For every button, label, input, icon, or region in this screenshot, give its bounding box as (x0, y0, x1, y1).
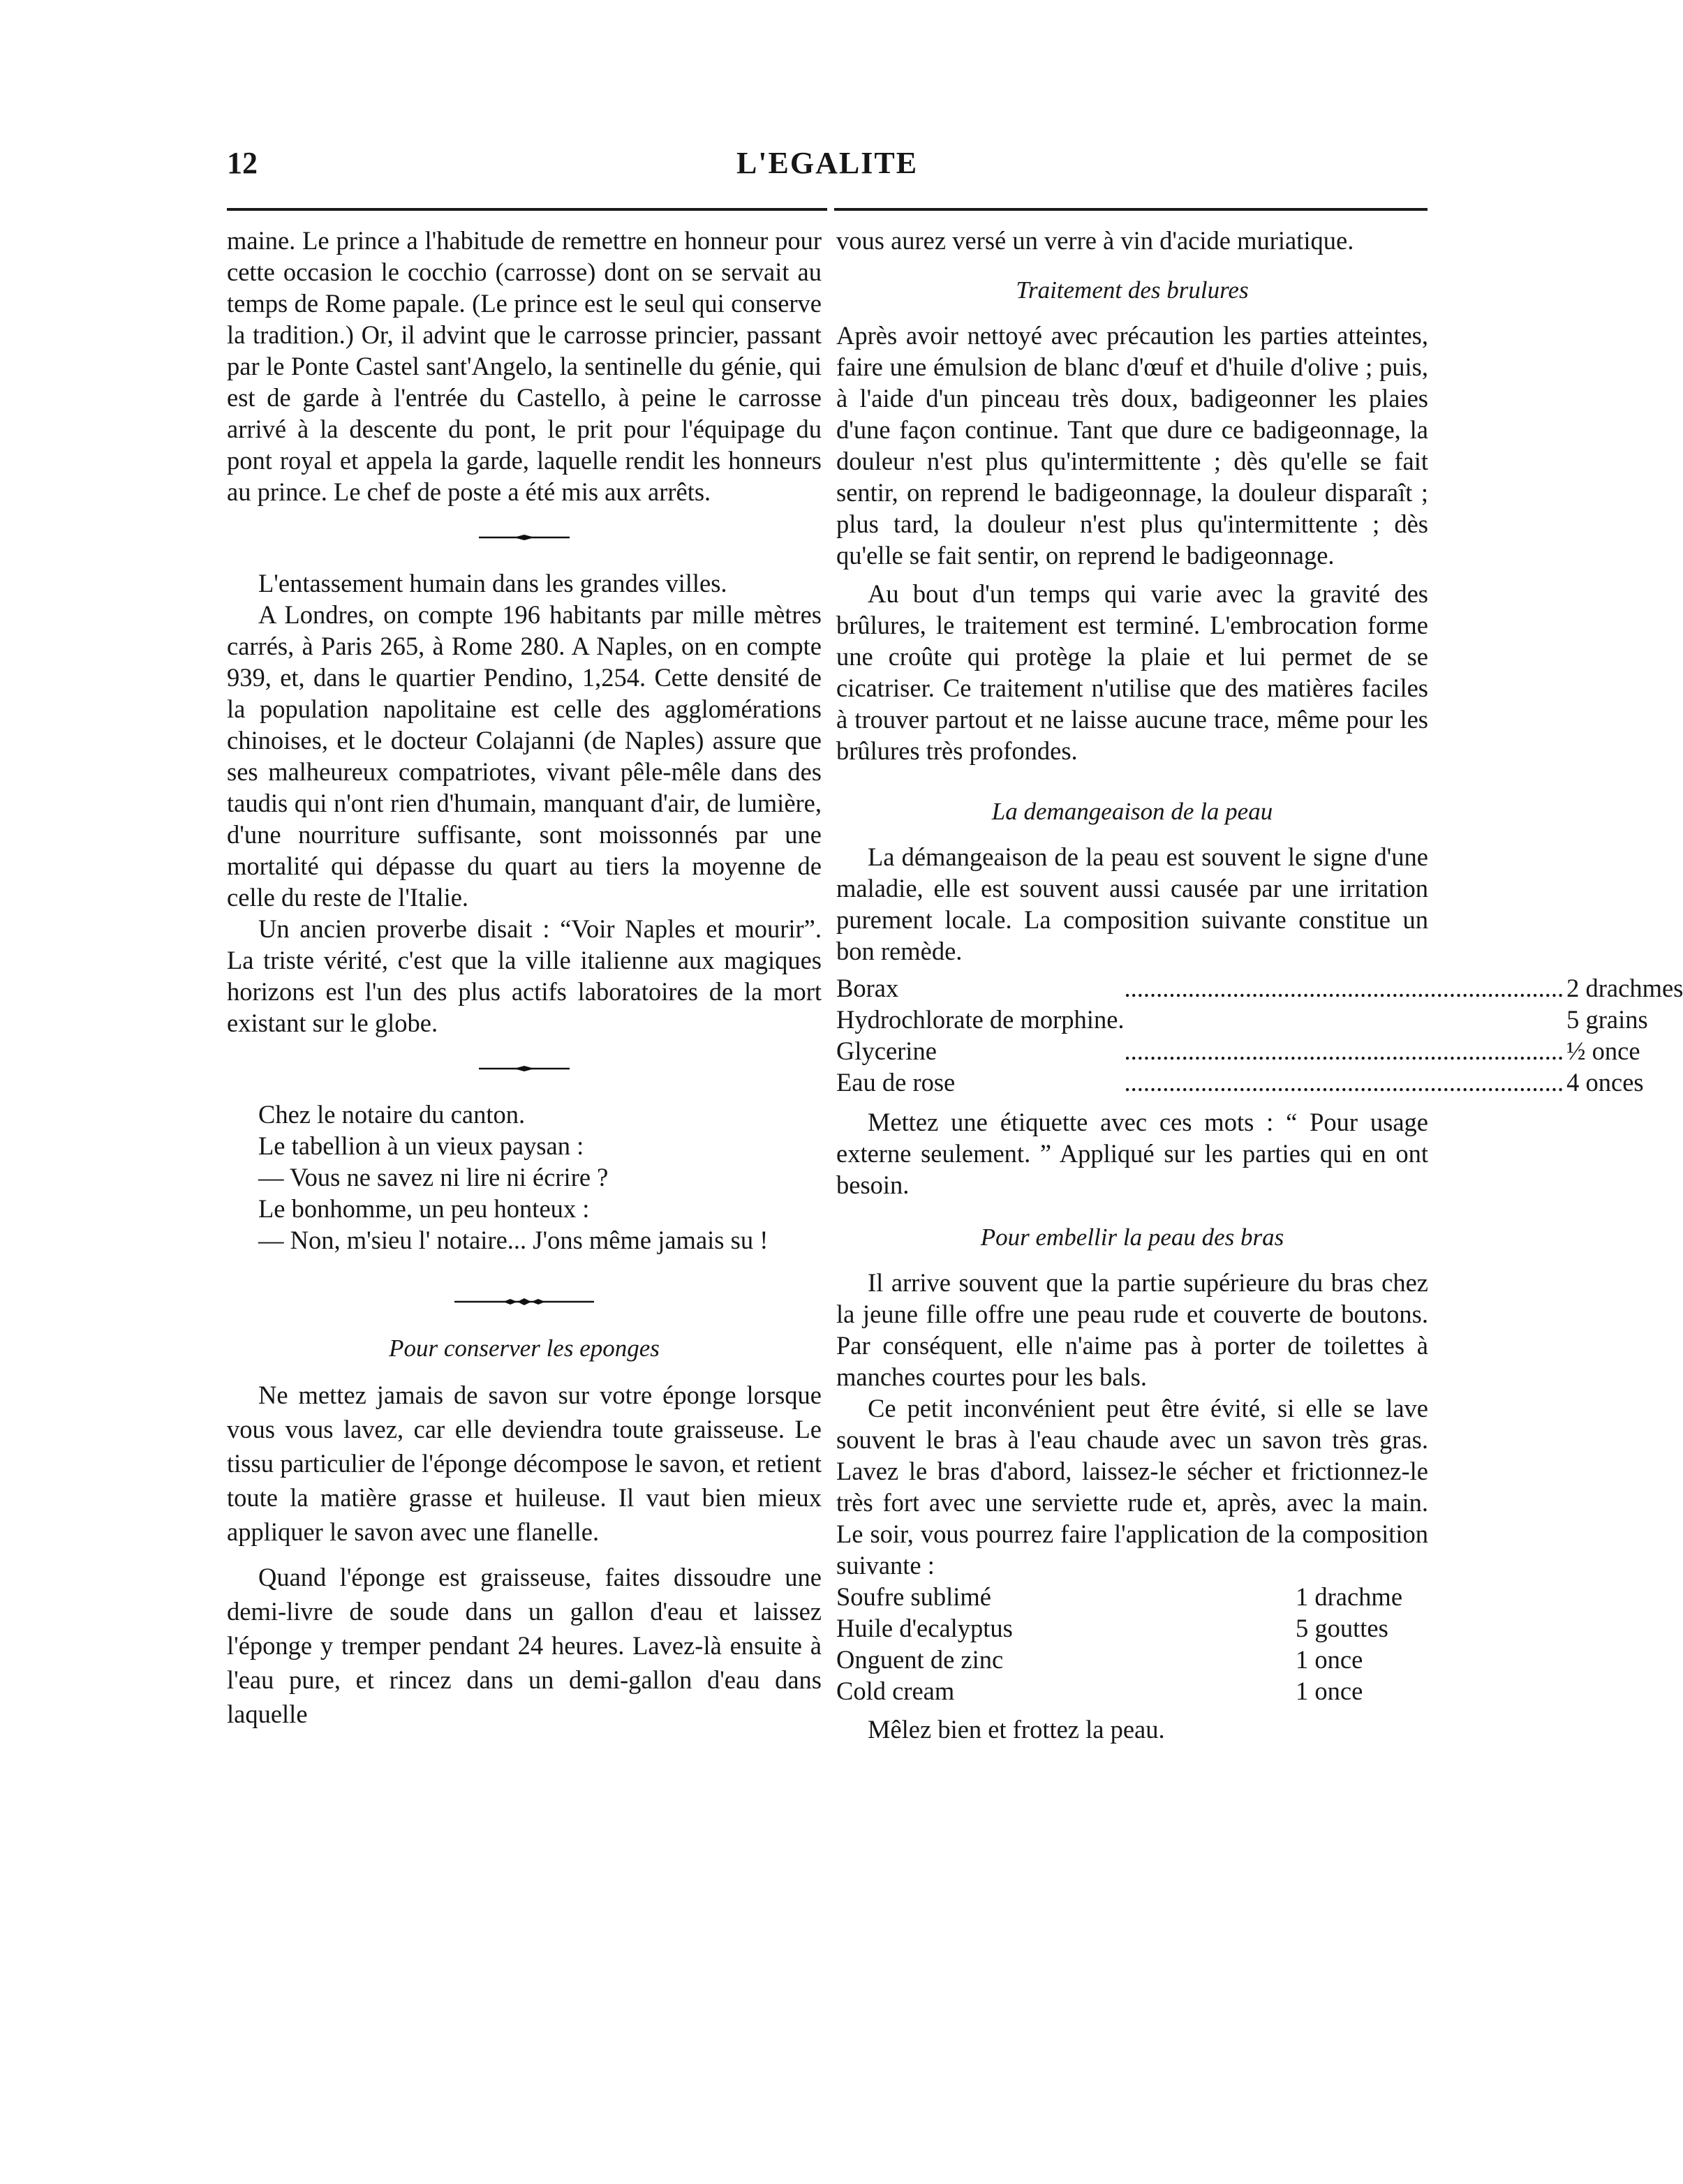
divider-ornament-icon (454, 1298, 594, 1306)
recipe-quantity: 1 drachme (1296, 1582, 1403, 1611)
divider-ornament-icon (479, 1065, 570, 1072)
article-paragraph: Quand l'éponge est graisseuse, faites dissoudre une demi-livre de soude dans un gallon d'eau et laissez l'éponge y tremper pendant 24 heures. Lavez-là ensuite à l'eau pure, et rincez dans un demi-gallon d'eau dans laquelle (227, 1563, 822, 1728)
dot-leader (1125, 972, 1564, 1004)
article-paragraph: Il arrive souvent que la partie supérieure du bras chez la jeune fille offre une peau rude et couverte de boutons. Par conséquent, elle n'aime pas à porter de toilettes à manches courtes pour les bals. (836, 1268, 1428, 1391)
article-continuation: maine. Le prince a l'habitude de remettre en honneur pour cette occasion le cocchio (carrosse) dont on se servait au temps de Rome papale. (Le prince est le seul qui conserve la tradition.) Or, il advint que le carrosse princier, passant par le Ponte Castel sant'Angelo, la sentinelle du génie, qui est de garde à l'entrée du Castello, à peine le carrosse arrivé à la descente du pont, le prit pour l'équipage du pont royal et appela la garde, laquelle rendit les honneurs au prince. Le chef de poste a été mis aux arrêts. (227, 226, 822, 506)
recipe-table (836, 1581, 1428, 1707)
recipe-row (836, 1581, 1428, 1612)
section-heading: Pour conserver les eponges (389, 1335, 660, 1362)
running-title: L'EGALITE (736, 146, 919, 180)
anecdote (227, 1099, 822, 1256)
recipe-table (836, 972, 1683, 1098)
recipe-row (836, 1067, 1683, 1098)
page-header (227, 145, 1428, 194)
anecdote-line: — Non, m'sieu l' notaire... J'ons même jamais su ! (258, 1226, 769, 1254)
anecdote-line: — Vous ne savez ni lire ni écrire ? (258, 1163, 609, 1191)
section-divider (227, 534, 822, 541)
dot-leader (1125, 1004, 1564, 1035)
article-paragraph: A Londres, on compte 196 habitants par mille mètres carrés, à Paris 265, à Rome 280. A Naples, on en compte 939, et, dans le quartier Pendino, 1,254. Cette densité de la population napolitaine est celle des agglomérations chinoises, et le docteur Colajanni (de Naples) assure que ses malheureux compatriotes, vivant pêle-mêle dans des taudis qui n'ont rien d'humain, manquant d'air, de lumière, d'une nourriture suffisante, sont moissonnés par une mortalité qui dépasse du quart au tiers la moyenne de celle du reste de l'Italie. (227, 600, 822, 912)
recipe-quantity: 2 drachmes (1566, 974, 1683, 1002)
recipe-quantity: 1 once (1296, 1645, 1363, 1674)
section-heading: Traitement des brulures (1016, 276, 1249, 304)
recipe-quantity: 5 gouttes (1296, 1614, 1388, 1642)
recipe-ingredient: Borax (836, 974, 899, 1002)
dot-leader (1125, 1035, 1564, 1067)
recipe-row (836, 1035, 1683, 1067)
article-paragraph: Au bout d'un temps qui varie avec la gravité des brûlures, le traitement est terminé. L'embrocation forme une croûte qui protège la plaie et lui permet de se cicatriser. Ce traitement n'utilise que des matières faciles à trouver partout et ne laisse aucune trace, même pour les brûlures très profondes. (836, 579, 1428, 765)
anecdote-line: Chez le notaire du canton. (258, 1100, 526, 1129)
recipe-ingredient: Eau de rose (836, 1068, 956, 1097)
recipe-quantity: 1 once (1296, 1677, 1363, 1705)
recipe-quantity: ½ once (1566, 1037, 1640, 1065)
article-paragraph: Ce petit inconvénient peut être évité, si elle se lave souvent le bras à l'eau chaude avec un savon très gras. Lavez le bras d'abord, laissez-le sécher et frictionnez-le très fort avec une serviette rude et, après, avec la main. Le soir, vous pourrez faire l'application de la composition suivante : (836, 1394, 1428, 1580)
article-paragraph: Après avoir nettoyé avec précaution les parties atteintes, faire une émulsion de blanc d'œuf et d'huile d'olive ; puis, à l'aide d'un pinceau très doux, badigeonner les plaies d'une façon continue. Tant que dure ce badigeonnage, la douleur n'est plus qu'intermittente ; dès qu'elle se fait sentir, on reprend le badigeonnage, la douleur disparaît ; plus tard, la douleur n'est plus qu'intermittente ; dès qu'elle se fait sentir, on reprend le badigeonnage. (836, 321, 1428, 570)
header-rule-right (834, 208, 1428, 211)
recipe-quantity: 4 onces (1566, 1068, 1644, 1097)
section-divider (227, 1298, 822, 1306)
anecdote-line: Le tabellion à un vieux paysan : (258, 1131, 584, 1160)
recipe-row (836, 1612, 1428, 1644)
divider-ornament-icon (479, 534, 570, 541)
page-number: 12 (227, 146, 258, 180)
anecdote-line: Le bonhomme, un peu honteux : (258, 1194, 590, 1223)
article-title-paragraph: L'entassement humain dans les grandes villes. (258, 569, 727, 597)
recipe-row (836, 1644, 1428, 1675)
left-column (227, 225, 822, 1731)
section-divider (227, 1065, 822, 1072)
recipe-quantity: 5 grains (1566, 1005, 1648, 1034)
header-rule-left (227, 208, 827, 211)
recipe-row (836, 972, 1683, 1004)
section-heading: La demangeaison de la peau (991, 798, 1273, 825)
article-continuation: vous aurez versé un verre à vin d'acide muriatique. (836, 226, 1354, 255)
dot-leader (1125, 1067, 1564, 1098)
article-paragraph: Ne mettez jamais de savon sur votre éponge lorsque vous vous lavez, car elle deviendra toute graisseuse. Le tissu particulier de l'éponge décompose le savon, et retient toute la matière grasse et huileuse. Il vaut bien mieux appliquer le savon avec une flanelle. (227, 1381, 822, 1546)
recipe-ingredient: Cold cream (836, 1677, 955, 1705)
recipe-ingredient: Hydrochlorate de morphine. (836, 1005, 1125, 1034)
article-paragraph: Mettez une étiquette avec ces mots : “ Pour usage externe seulement. ” Appliqué sur les parties qui en ont besoin. (836, 1108, 1428, 1199)
recipe-row (836, 1004, 1683, 1035)
article-paragraph: Mêlez bien et frottez la peau. (868, 1715, 1165, 1744)
recipe-row (836, 1675, 1428, 1707)
article-paragraph: La démangeaison de la peau est souvent le signe d'une maladie, elle est souvent aussi causée par une irritation purement locale. La composition suivante constitue un bon remède. (836, 842, 1428, 965)
article-paragraph: Un ancien proverbe disait : “Voir Naples et mourir”. La triste vérité, c'est que la ville italienne aux magiques horizons est l'un des plus actifs laboratoires de la mort existant sur le globe. (227, 914, 822, 1037)
right-column (836, 225, 1683, 1745)
recipe-ingredient: Soufre sublimé (836, 1582, 992, 1611)
recipe-ingredient: Glycerine (836, 1037, 937, 1065)
recipe-ingredient: Huile d'ecalyptus (836, 1614, 1013, 1642)
section-heading: Pour embellir la peau des bras (980, 1224, 1284, 1251)
recipe-ingredient: Onguent de zinc (836, 1645, 1004, 1674)
